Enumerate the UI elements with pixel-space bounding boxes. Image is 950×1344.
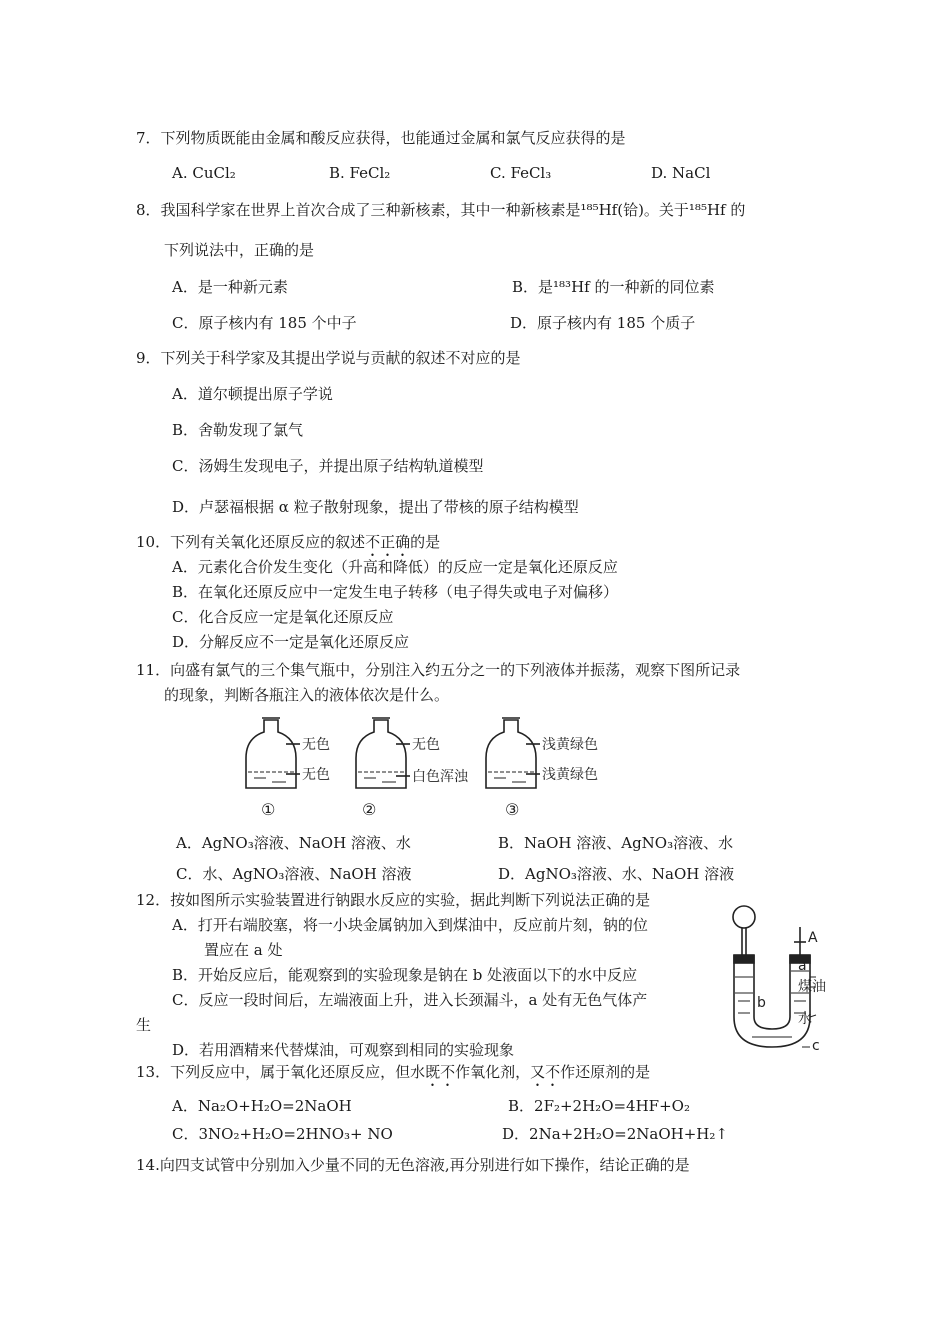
q8-option-c: C．原子核内有 185 个中子 <box>172 314 357 332</box>
q12-option-a-line2: 置应在 a 处 <box>204 941 283 959</box>
q12-option-c-line1: C．反应一段时间后，左端液面上升，进入长颈漏斗，a 处有无色气体产 <box>172 991 648 1009</box>
q8-stem-line1: 8．我国科学家在世界上首次合成了三种新核素，其中一种新核素是¹⁸⁵Hf(铪)。关于¹⁸⁵Hf 的 <box>136 201 746 219</box>
bottle-2-number: ② <box>362 800 377 819</box>
q11-stem-line2: 的现象，判断各瓶注入的液体依次是什么。 <box>164 686 450 704</box>
label-c: c <box>812 1038 820 1054</box>
q13-stem <box>136 1062 650 1090</box>
q11-option-d: D．AgNO₃溶液、水、NaOH 溶液 <box>498 865 735 883</box>
label-b: b <box>757 995 766 1011</box>
bottle-1-top-label: 无色 <box>302 737 330 753</box>
q14-stem: 14.向四支试管中分别加入少量不同的无色溶液,再分别进行如下操作，结论正确的是 <box>136 1156 690 1174</box>
q9-option-c: C．汤姆生发现电子，并提出原子结构轨道模型 <box>172 457 484 475</box>
gas-bottles-figure <box>236 708 631 826</box>
q7-option-a: A. CuCl₂ <box>172 164 236 182</box>
bottle-2-bottom-label: 白色浑浊 <box>412 769 468 785</box>
q10-option-a: A．元素化合价发生变化（升高和降低）的反应一定是氧化还原反应 <box>172 558 618 576</box>
q12-option-c-line2: 生 <box>136 1016 152 1034</box>
q11-option-a: A．AgNO₃溶液、NaOH 溶液、水 <box>176 834 411 852</box>
label-A: A <box>808 930 818 946</box>
label-a: a <box>798 958 807 974</box>
q7-stem: 7．下列物质既能由金属和酸反应获得，也能通过金属和氯气反应获得的是 <box>136 129 626 147</box>
q13-emphasis-1: 既不 <box>425 1063 456 1081</box>
q8-stem-line2: 下列说法中，正确的是 <box>164 241 315 259</box>
bottle-1-number: ① <box>261 800 276 819</box>
q9-option-d: D．卢瑟福根据 α 粒子散射现象，提出了带核的原子结构模型 <box>172 498 579 516</box>
q13-stem-post: 作还原剂的是 <box>560 1063 651 1081</box>
bottle-1 <box>246 720 296 788</box>
q10-stem-pre: 10．下列有关氧化还原反应的叙述 <box>136 533 366 551</box>
q10-stem <box>136 532 440 560</box>
q12-option-d: D．若用酒精来代替煤油，可观察到相同的实验现象 <box>172 1041 515 1059</box>
bottle-3-top-label: 浅黄绿色 <box>542 737 598 753</box>
bottle-1-bottom-label: 无色 <box>302 767 330 783</box>
bottle-3-number: ③ <box>505 800 520 819</box>
bottle-2 <box>356 720 406 788</box>
q12-option-b: B．开始反应后，能观察到的实验现象是钠在 b 处液面以下的水中反应 <box>172 966 638 984</box>
q13-stem-pre: 13．下列反应中，属于氧化还原反应，但水 <box>136 1063 426 1081</box>
q8-option-a: A．是一种新元素 <box>172 278 288 296</box>
q9-option-b: B．舍勒发现了氯气 <box>172 421 304 439</box>
label-kerosene: 煤油 <box>798 979 826 995</box>
q7-option-b: B. FeCl₂ <box>329 164 391 182</box>
q9-option-a: A．道尔顿提出原子学说 <box>172 385 333 403</box>
q10-option-d: D．分解反应不一定是氧化还原反应 <box>172 633 410 651</box>
bottle-3 <box>486 720 536 788</box>
q8-option-d: D．原子核内有 185 个质子 <box>510 314 696 332</box>
q10-option-b: B．在氧化还原反应中一定发生电子转移（电子得失或电子对偏移） <box>172 583 619 601</box>
q7-option-d: D. NaCl <box>651 164 711 182</box>
q8-option-b: B．是¹⁸³Hf 的一种新的同位素 <box>512 278 715 296</box>
q13-option-a: A．Na₂O+H₂O=2NaOH <box>172 1097 352 1115</box>
q10-option-c: C．化合反应一定是氧化还原反应 <box>172 608 394 626</box>
q10-stem-post: 的是 <box>410 533 441 551</box>
q13-option-d: D．2Na+2H₂O=2NaOH+H₂↑ <box>502 1125 728 1143</box>
q13-option-b: B．2F₂+2H₂O=4HF+O₂ <box>508 1097 690 1115</box>
q13-stem-mid: 作氧化剂， <box>455 1063 531 1081</box>
bottle-2-top-label: 无色 <box>412 737 440 753</box>
q9-stem: 9．下列关于科学家及其提出学说与贡献的叙述不对应的是 <box>136 349 521 367</box>
q13-option-c: C．3NO₂+H₂O=2HNO₃+ NO <box>172 1125 393 1143</box>
bottle-3-bottom-label: 浅黄绿色 <box>542 767 598 783</box>
q7-option-c: C. FeCl₃ <box>490 164 552 182</box>
q10-emphasis: 不正确 <box>365 533 411 551</box>
q12-stem: 12．按如图所示实验装置进行钠跟水反应的实验，据此判断下列说法正确的是 <box>136 891 651 909</box>
q13-emphasis-2: 又不 <box>530 1063 561 1081</box>
q11-stem-line1: 11．向盛有氯气的三个集气瓶中，分别注入约五分之一的下列液体并振荡，观察下图所记录 <box>136 661 741 679</box>
q11-option-b: B．NaOH 溶液、AgNO₃溶液、水 <box>498 834 734 852</box>
q12-option-a-line1: A．打开右端胶塞，将一小块金属钠加入到煤油中，反应前片刻，钠的位 <box>172 916 648 934</box>
label-water: 水 <box>798 1011 812 1027</box>
q11-option-c: C．水、AgNO₃溶液、NaOH 溶液 <box>176 865 412 883</box>
u-tube-apparatus-figure <box>722 897 842 1057</box>
